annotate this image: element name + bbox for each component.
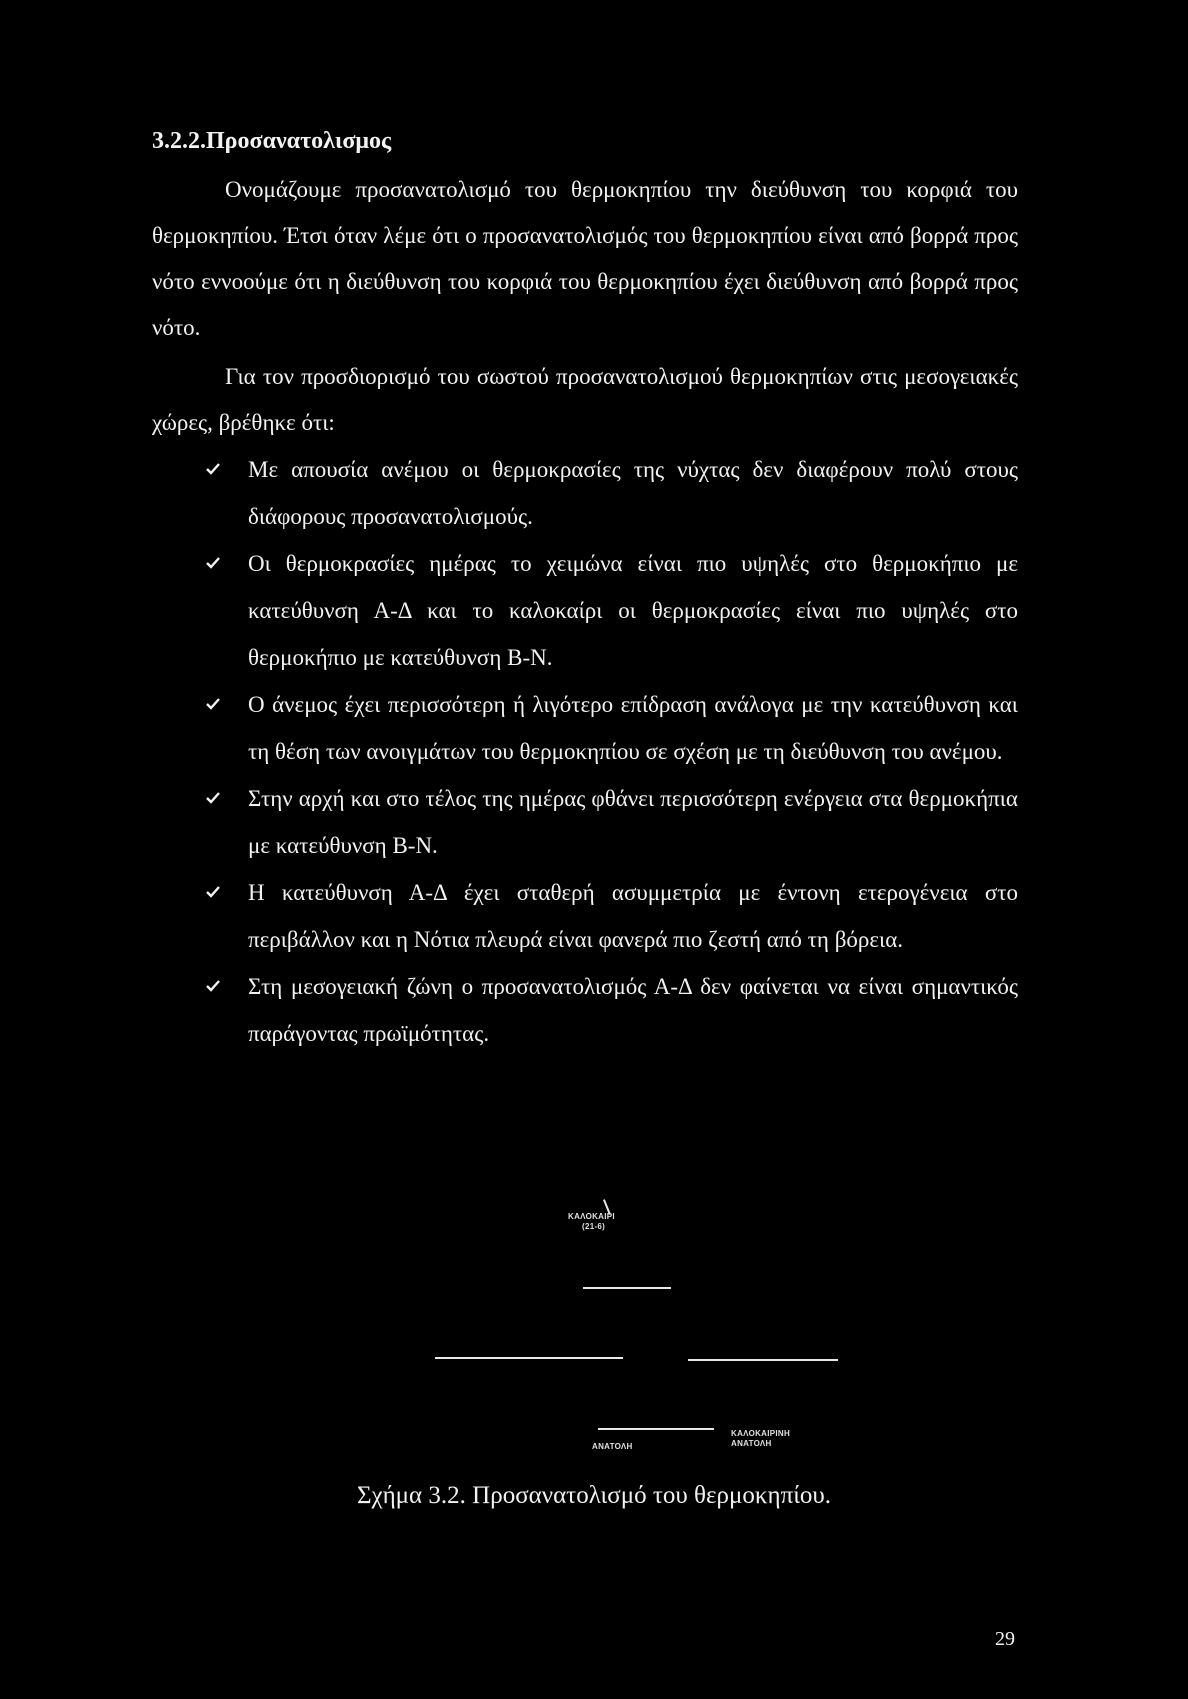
check-icon (206, 540, 224, 587)
section-heading: 3.2.2.Προσανατολισμος (152, 128, 392, 154)
list-item-text: Η κατεύθυνση Α-Δ έχει σταθερή ασυμμετρία με έντονη ετερογένεια στο περιβάλλον και η Νότια πλευρά είναι φανερά πιο ζεστή από τη βόρεια. (248, 880, 1018, 952)
list-item-text: Οι θερμοκρασίες ημέρας το χειμώνα είναι πιο υψηλές στο θερμοκήπιο με κατεύθυνση Α-Δ και το καλοκαίρι οι θερμοκρασίες είναι πιο υψηλές στο θερμοκήπιο με κατεύθυνση Β-Ν. (248, 551, 1018, 670)
orientation-figure (420, 1200, 860, 1500)
list-item (206, 681, 1018, 775)
figure-line-middle-left (435, 1357, 623, 1359)
list-item-text: Στη μεσογειακή ζώνη ο προσανατολισμός Α-Δ δεν φαίνεται να είναι σημαντικός παράγοντας πρωϊμότητας. (248, 974, 1018, 1046)
east-label: ΑΝΑΤΟΛΗ (592, 1442, 633, 1451)
list-item (206, 775, 1018, 869)
list-item (206, 446, 1018, 540)
findings-list (206, 446, 1018, 1057)
page-number: 29 (995, 1628, 1015, 1650)
findings-intro-paragraph: Για τον προσδιορισμό του σωστού προσανατολισμού θερμοκηπίων στις μεσογειακές χώρες, βρέθηκε ότι: (152, 364, 1018, 435)
figure-line-top (583, 1287, 671, 1289)
summer-east-label-second-line: ΑΝΑΤΟΛΗ (731, 1439, 772, 1448)
list-item-text: Με απουσία ανέμου οι θερμοκρασίες της νύχτας δεν διαφέρουν πολύ στους διάφορους προσανατολισμούς. (248, 457, 1018, 529)
list-item (206, 540, 1018, 681)
check-icon (206, 446, 224, 493)
check-icon (206, 963, 224, 1010)
list-item (206, 963, 1018, 1057)
list-item-text: Στην αρχή και στο τέλος της ημέρας φθάνει περισσότερη ενέργεια στα θερμοκήπια με κατεύθυνση Β-Ν. (248, 786, 1018, 858)
list-item (206, 869, 1018, 963)
figure-line-middle-right (688, 1359, 838, 1361)
check-icon (206, 775, 224, 822)
check-icon (206, 869, 224, 916)
figure-line-bottom (598, 1428, 714, 1430)
summer-label: ΚΑΛΟΚΑΙΡΙ (568, 1212, 615, 1221)
figure-caption: Σχήμα 3.2. Προσανατολισμό του θερμοκηπίου. (356, 1482, 832, 1509)
summer-date-label: (21-6) (582, 1222, 606, 1231)
list-item-text: Ο άνεμος έχει περισσότερη ή λιγότερο επίδραση ανάλογα με την κατεύθυνση και τη θέση των ανοιγμάτων του θερμοκηπίου σε σχέση με τη διεύθυνση του ανέμου. (248, 692, 1018, 764)
check-icon (206, 681, 224, 728)
intro-paragraph: Ονομάζουμε προσανατολισμό του θερμοκηπίου την διεύθυνση του κορφιά του θερμοκηπίου. Έτσι όταν λέμε ότι ο προσανατολισμός του θερμοκηπίου είναι από βορρά προς νότο εννοούμε ότι η διεύθυνση του κορφιά του θερμοκηπίου έχει διεύθυνση από βορρά προς νότο. (152, 177, 1018, 340)
summer-east-label: ΚΑΛΟΚΑΙΡΙΝΗ (731, 1429, 791, 1438)
